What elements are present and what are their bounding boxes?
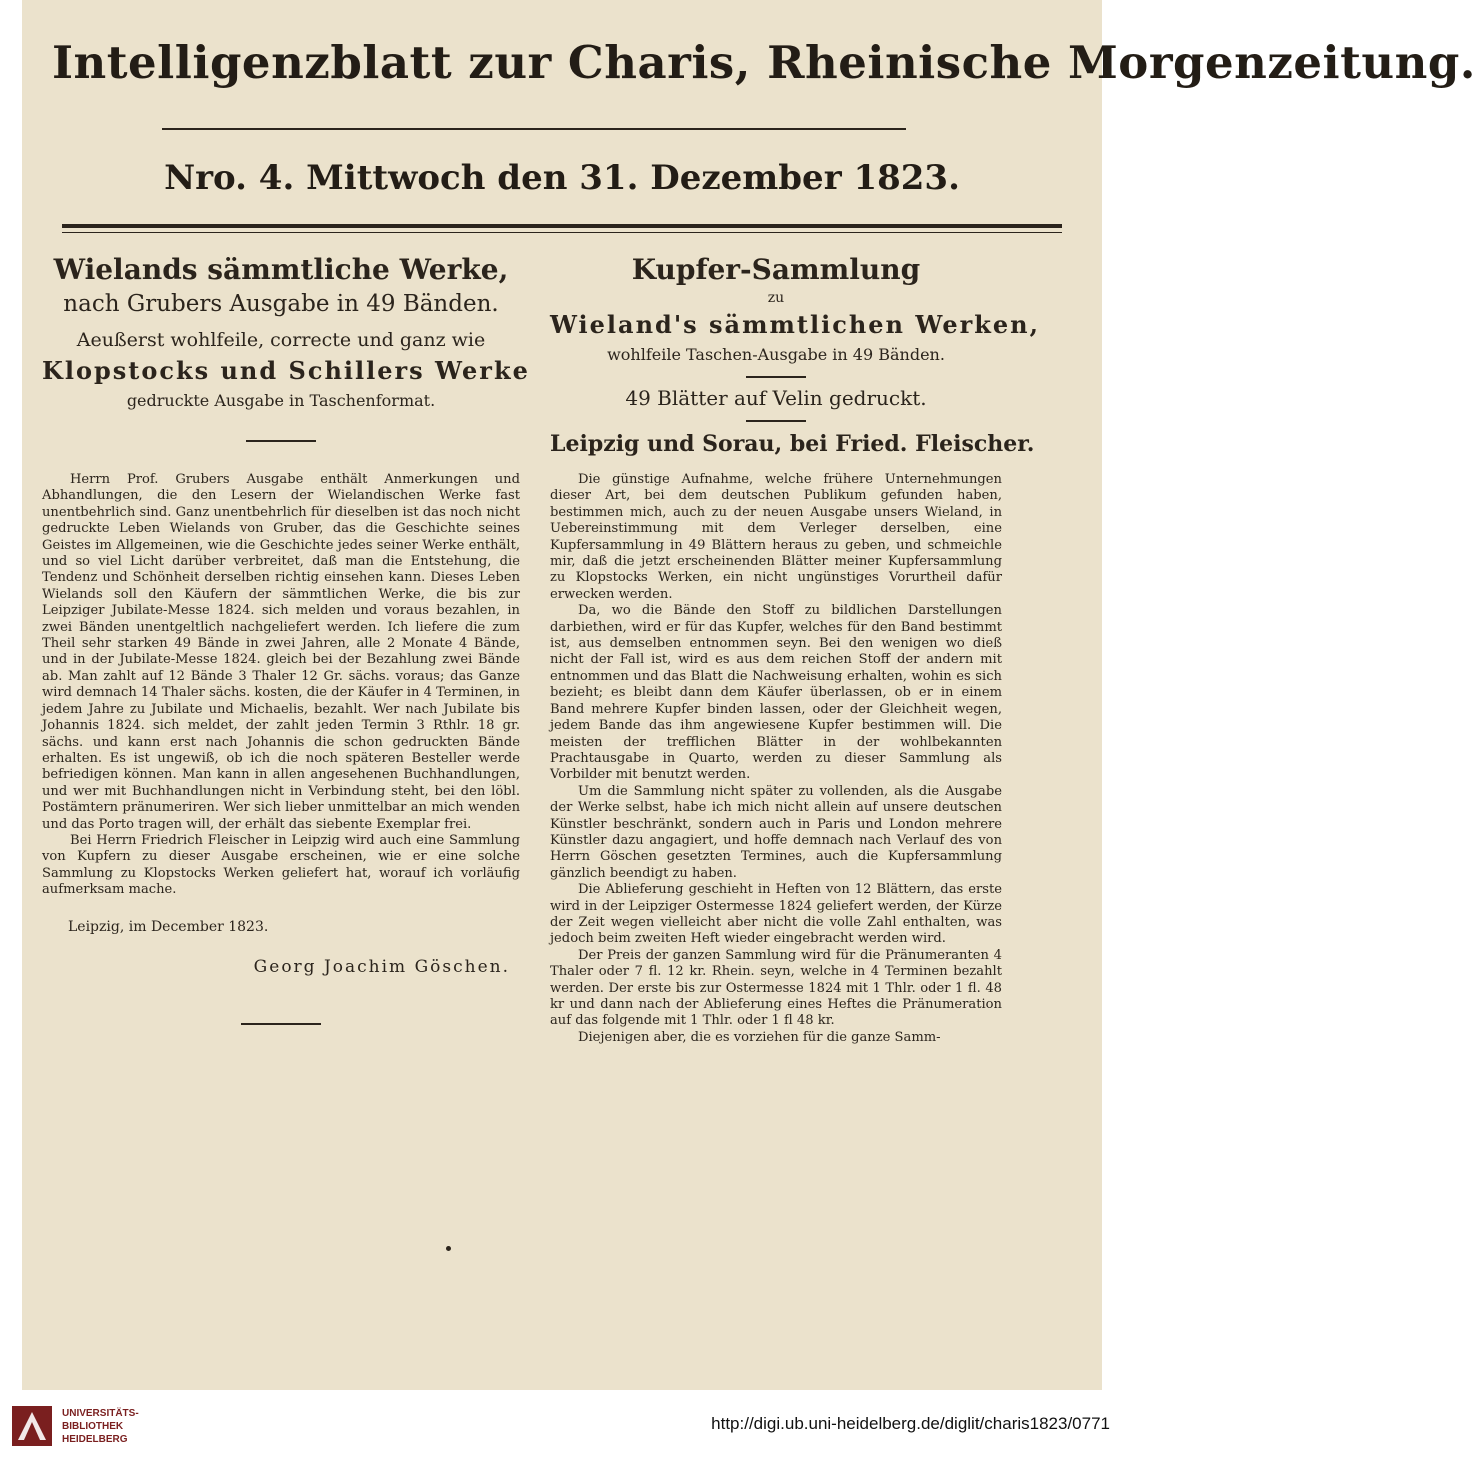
double-rule-bottom xyxy=(62,232,1062,233)
library-name-line: HEIDELBERG xyxy=(62,1434,128,1445)
left-heading-comparison: Klopstocks und Schillers Werke xyxy=(42,356,530,385)
right-heading-title: Kupfer-Sammlung xyxy=(631,253,921,286)
left-end-rule xyxy=(241,1023,321,1025)
right-heading-zu: zu xyxy=(767,290,785,306)
right-heading-paper: 49 Blätter auf Velin gedruckt. xyxy=(625,386,927,410)
library-name-line: UNIVERSITÄTS- xyxy=(62,1408,139,1419)
left-paragraph: Bei Herrn Friedrich Fleischer in Leipzig wird auch eine Sammlung von Kupfern zu dieser Ausgabe erscheinen, wie er eine solche Sammlung zu Klopstocks Werken geliefert hat, worauf ich vorläufig aufmerksam mache. xyxy=(42,832,520,898)
right-column xyxy=(550,252,1040,1046)
left-heading-subtitle: nach Grubers Ausgabe in 49 Bänden. xyxy=(63,291,499,317)
right-imprint: Leipzig und Sorau, bei Fried. Fleischer. xyxy=(550,431,1035,457)
source-url-link[interactable]: http://digi.ub.uni-heidelberg.de/diglit/charis1823/0771 xyxy=(711,1414,1110,1433)
right-paragraph: Diejenigen aber, die es vorziehen für die ganze Samm- xyxy=(578,1029,941,1045)
issue-date-line: Nro. 4. Mittwoch den 31. Dezember 1823. xyxy=(164,158,960,198)
right-paragraph: Die Ablieferung geschieht in Heften von 12 Blättern, das erste wird in der Leipziger Ostermesse 1824 geliefert werden, der Kürze der Zeit wegen vielleicht aber nicht die volle Zahl enthalten, was jedoch beim zweiten Heft wieder eingebracht werden wird. xyxy=(550,882,1002,947)
signature: Georg Joachim Göschen. xyxy=(253,956,510,977)
spacer xyxy=(550,460,1002,472)
right-separator-2 xyxy=(746,420,806,422)
right-separator-1 xyxy=(746,376,806,378)
left-heading-description: Aeußerst wohlfeile, correcte und ganz wie xyxy=(76,329,486,351)
double-rule-top xyxy=(62,224,1062,228)
digitization-footer xyxy=(0,1390,1124,1468)
left-column xyxy=(42,252,530,1025)
right-paragraph: Die günstige Aufnahme, welche frühere Unternehmungen dieser Art, bei dem deutschen Publikum gefunden haben, bestimmen mich, auch zu der neuen Ausgabe unsers Wieland, in Uebereinstimmung mit dem Verleger derselben, eine Kupfersammlung in 49 Blättern heraus zu geben, und schmeichle mir, daß die jetzt erscheinenden Blätter meiner Kupfersammlung zu Klopstocks Werken, ein nicht ungünstiges Vorurtheil dafür erwecken werden. xyxy=(550,472,1002,602)
right-paragraph: Um die Sammlung nicht später zu vollenden, als die Ausgabe der Werke selbst, habe ich mich nicht allein auf unsere deutschen Künstler beschränkt, sondern auch in Paris und London mehrere Künstler dazu angagiert, und hoffe demnach nach Verlauf des von Herrn Göschen gesetzten Termines, auch die Kupfersammlung gänzlich beendigt zu haben. xyxy=(550,783,1002,881)
left-separator xyxy=(246,440,316,442)
left-heading-title: Wielands sämmtliche Werke, xyxy=(53,253,509,286)
library-name xyxy=(62,1407,139,1446)
left-heading-format: gedruckte Ausgabe in Taschenformat. xyxy=(126,391,436,410)
place-date: Leipzig, im December 1823. xyxy=(68,918,269,935)
masthead-rule xyxy=(162,128,906,130)
university-seal-icon xyxy=(10,1404,54,1448)
right-paragraph: Da, wo die Bände den Stoff zu bildlichen Darstellungen darbiethen, wird er für das Kupfer, welches für den Band bestimmt ist, aus demselben entnommen seyn. Bei den wenigen wo dieß nicht der Fall ist, wird es aus dem reichen Stoff der andern mit entnommen und das Blatt die Nachweisung erhalten, wohin es sich bezieht; es bleibt dann dem Käufer überlassen, ob er in einem Band mehrere Kupfer binden lassen, oder der Gleichheit wegen, jedem Bande das ihm angewiesene Kupfer bestimmen will. Die meisten der trefflichen Blätter in der wohlbekannten Prachtausgabe in Quarto, werden zu dieser Sammlung als Vorbilder mit benutzt werden. xyxy=(550,603,1002,783)
newspaper-page xyxy=(22,0,1476,1390)
right-heading-edition: wohlfeile Taschen-Ausgabe in 49 Bänden. xyxy=(607,345,945,364)
left-paragraph: Herrn Prof. Grubers Ausgabe enthält Anmerkungen und Abhandlungen, die den Lesern der Wielandischen Werke fast unentbehrlich sind. Ganz unentbehrlich für dieselben ist das noch nicht gedruckte Leben Wielands von Gruber, das die Geschichte seines Geistes im Allgemeinen, wie die Geschichte jedes seiner Werke enthält, und so viel Licht darüber verbreitet, daß man die Entstehung, die Tendenz und Schönheit derselben richtig einsehen kann. Dieses Leben Wielands soll den Käufern der sämmtlichen Werke, die bis zur Leipziger Jubilate-Messe 1824. sich melden und voraus bezahlen, in zwei Bänden unentgeltlich nachgeliefert werden. Ich liefere die zum Theil sehr starken 49 Bände in zwei Jahren, alle 2 Monate 4 Bände, und in der Jubilate-Messe 1824. gleich bei der Bezahlung zwei Bände ab. Man zahlt auf 12 Bände 3 Thaler 12 Gr. sächs. voraus; das Ganze wird demnach 14 Thaler sächs. kosten, die der Käufer in 4 Terminen, in jedem Jahre zu Jubilate und Michaelis, bezahlt. Wer nach Jubilate bis Johannis 1824. sich meldet, der zahlt jeden Termin 3 Rthlr. 18 gr. sächs. und kann erst nach Johannis die schon gedruckten Bände erhalten. Es ist ungewiß, ob ich die noch späteren Besteller werde befriedigen können. Man kann in allen angesehenen Buchhandlungen, und wer mit Buchhandlungen nicht in Verbindung steht, bei den löbl. Postämtern pränumeriren. Wer sich lieber unmittelbar an mich wenden und das Porto tragen will, der erhält das siebente Exemplar frei. xyxy=(42,472,520,832)
right-paragraph: Der Preis der ganzen Sammlung wird für die Pränumeranten 4 Thaler oder 7 fl. 12 kr. Rhein. seyn, welche in 4 Terminen bezahlt werden. Der erste bis zur Ostermesse 1824 mit 1 Thlr. oder 1 fl. 48 kr und dann nach der Ablieferung eines Heftes die Pränumeration auf das folgende mit 1 Thlr. oder 1 fl 48 kr. xyxy=(550,947,1002,1029)
masthead-title: Intelligenzblatt zur Charis, Rheinische Morgenzeitung. xyxy=(52,36,1476,89)
ink-dot xyxy=(446,1246,451,1251)
right-heading-works: Wieland's sämmtlichen Werken, xyxy=(550,310,1040,339)
library-name-line: BIBLIOTHEK xyxy=(62,1421,124,1432)
